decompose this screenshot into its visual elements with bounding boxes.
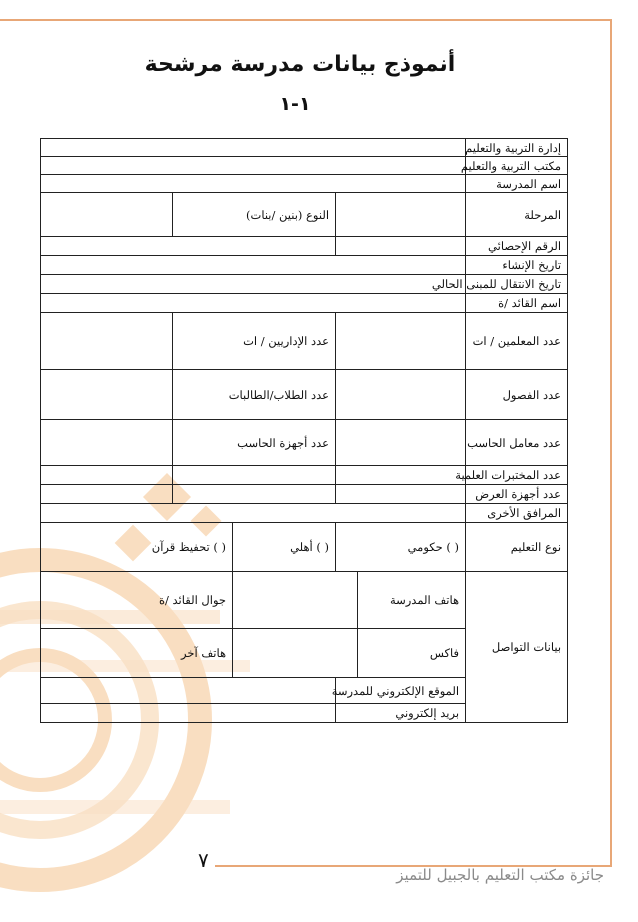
field-classes-count[interactable]: [336, 370, 466, 420]
label-classes-count: عدد الفصول: [466, 370, 568, 420]
label-fax: فاكس: [358, 629, 466, 678]
field-science-labs-2[interactable]: [173, 466, 336, 485]
field-stat-number-2[interactable]: [41, 237, 336, 256]
label-stat-number: الرقم الإحصائي: [466, 237, 568, 256]
field-projectors-3[interactable]: [41, 485, 173, 504]
label-education-office: مكتب التربية والتعليم: [466, 157, 568, 175]
field-computers-count[interactable]: [41, 420, 173, 466]
option-edu-private[interactable]: ( ) أهلي: [233, 523, 336, 572]
page-number: ٧: [198, 848, 209, 872]
field-website[interactable]: [41, 678, 336, 704]
field-stage[interactable]: [336, 193, 466, 237]
field-stat-number-1[interactable]: [336, 237, 466, 256]
label-science-labs: عدد المختبرات العلمية: [466, 466, 568, 485]
label-stage: المرحلة: [466, 193, 568, 237]
footer-brand: جائزة مكتب التعليم بالجبيل للتميز: [396, 866, 604, 884]
label-contact: بيانات التواصل: [466, 572, 568, 723]
field-education-admin[interactable]: [41, 139, 466, 157]
label-principal-name: اسم القائد /ة: [466, 294, 568, 313]
field-move-date[interactable]: [41, 275, 466, 294]
field-founding-date[interactable]: [41, 256, 466, 275]
label-projectors: عدد أجهزة العرض: [466, 485, 568, 504]
school-data-form: [40, 138, 568, 723]
page-title: أنموذج بيانات مدرسة مرشحة: [144, 52, 456, 77]
field-labs-count[interactable]: [336, 420, 466, 466]
label-edu-type: نوع التعليم: [466, 523, 568, 572]
option-edu-quran[interactable]: ( ) تحفيظ قرآن: [41, 523, 233, 572]
label-school-phone: هاتف المدرسة: [358, 572, 466, 629]
field-science-labs-1[interactable]: [336, 466, 466, 485]
label-founding-date: تاريخ الإنشاء: [466, 256, 568, 275]
field-students-count[interactable]: [41, 370, 173, 420]
field-email[interactable]: [41, 704, 336, 723]
label-computers-count: عدد أجهزة الحاسب: [173, 420, 336, 466]
field-principal-name[interactable]: [41, 294, 466, 313]
label-principal-mobile: جوال القائد /ة: [41, 572, 233, 629]
label-other-phone: هاتف آخر: [41, 629, 233, 678]
label-move-date: تاريخ الانتقال للمبنى الحالي: [466, 275, 568, 294]
field-admins-count[interactable]: [41, 313, 173, 370]
field-education-office[interactable]: [41, 157, 466, 175]
field-projectors-2[interactable]: [173, 485, 336, 504]
label-other-facilities: المرافق الأخرى: [466, 504, 568, 523]
field-other-facilities[interactable]: [41, 504, 466, 523]
field-school-phone[interactable]: [233, 572, 358, 629]
field-science-labs-3[interactable]: [41, 466, 173, 485]
label-website: الموقع الإلكتروني للمدرسة: [336, 678, 466, 704]
field-school-name[interactable]: [41, 175, 466, 193]
label-email: بريد إلكتروني: [336, 704, 466, 723]
field-projectors-1[interactable]: [336, 485, 466, 504]
page-frame-top: [0, 19, 612, 21]
label-school-name: اسم المدرسة: [466, 175, 568, 193]
page-frame-right: [610, 19, 612, 867]
label-education-admin: إدارة التربية والتعليم: [466, 139, 568, 157]
label-students-count: عدد الطلاب/الطالبات: [173, 370, 336, 420]
field-gender[interactable]: [41, 193, 173, 237]
section-number: ١-١: [279, 93, 311, 115]
label-gender: النوع (بنين /بنات): [173, 193, 336, 237]
label-teachers-count: عدد المعلمين / ات: [466, 313, 568, 370]
field-fax[interactable]: [233, 629, 358, 678]
label-admins-count: عدد الإداريين / ات: [173, 313, 336, 370]
field-teachers-count[interactable]: [336, 313, 466, 370]
option-edu-gov[interactable]: ( ) حكومي: [336, 523, 466, 572]
label-labs-count: عدد معامل الحاسب: [466, 420, 568, 466]
